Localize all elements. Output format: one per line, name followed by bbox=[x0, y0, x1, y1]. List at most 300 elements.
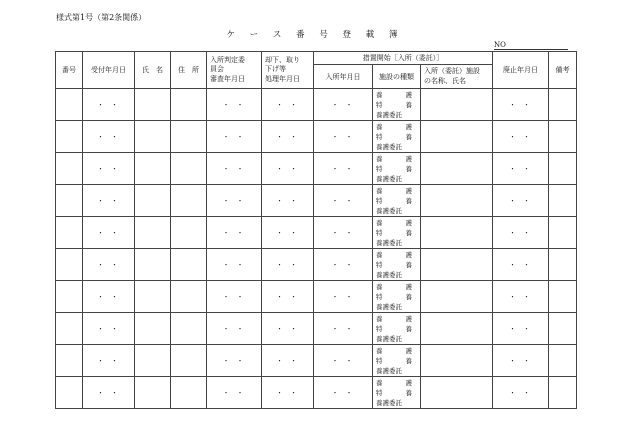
cell-abolition-date[interactable] bbox=[493, 121, 549, 153]
date-separator: ・ bbox=[276, 292, 285, 301]
cell-judgement-date[interactable] bbox=[207, 121, 262, 153]
date-dots bbox=[274, 325, 302, 333]
cell-number[interactable] bbox=[56, 345, 83, 377]
cell-name[interactable] bbox=[135, 249, 171, 281]
facility-type-option bbox=[376, 110, 420, 120]
date-separator: ・ bbox=[290, 388, 299, 397]
cell-facility-name[interactable] bbox=[421, 185, 493, 217]
facility-type-text: 護 bbox=[405, 186, 412, 195]
cell-facility-name[interactable] bbox=[421, 217, 493, 249]
facility-type-option bbox=[376, 260, 412, 270]
cell-remarks[interactable] bbox=[549, 185, 577, 217]
date-separator: ・ bbox=[331, 196, 341, 205]
cell-abolition-date[interactable] bbox=[493, 153, 549, 185]
facility-type-text: 養 bbox=[376, 250, 383, 259]
facility-type-text: 養 bbox=[376, 122, 383, 131]
facility-type-option bbox=[376, 218, 412, 228]
cell-number[interactable] bbox=[56, 185, 83, 217]
cell-remarks[interactable] bbox=[549, 89, 577, 121]
facility-type-text: 養護委託 bbox=[376, 110, 402, 119]
cell-dismissal-date[interactable] bbox=[262, 153, 314, 185]
cell-facility-type[interactable] bbox=[373, 281, 421, 313]
date-separator: ・ bbox=[236, 260, 246, 269]
date-separator: ・ bbox=[236, 292, 246, 301]
cell-number[interactable] bbox=[56, 281, 83, 313]
cell-name[interactable] bbox=[135, 281, 171, 313]
date-separator: ・ bbox=[276, 356, 285, 365]
table-row bbox=[56, 89, 577, 121]
facility-type-text: 護 bbox=[405, 122, 412, 131]
cell-facility-type[interactable] bbox=[373, 313, 421, 345]
cell-abolition-date[interactable] bbox=[493, 377, 549, 409]
date-separator: ・ bbox=[236, 228, 246, 237]
date-dots bbox=[507, 101, 535, 109]
facility-type-option bbox=[376, 282, 412, 292]
cell-address[interactable] bbox=[171, 377, 207, 409]
cell-facility-name[interactable] bbox=[421, 153, 493, 185]
date-separator: ・ bbox=[111, 260, 120, 269]
date-separator: ・ bbox=[345, 324, 355, 333]
table-row bbox=[56, 249, 577, 281]
facility-type-text: 護 bbox=[405, 250, 412, 259]
cell-address[interactable] bbox=[171, 185, 207, 217]
date-separator: ・ bbox=[523, 164, 533, 173]
cell-admission-date[interactable] bbox=[314, 345, 373, 377]
cell-abolition-date[interactable] bbox=[493, 281, 549, 313]
cell-received-date[interactable] bbox=[83, 313, 135, 345]
cell-facility-name[interactable] bbox=[421, 281, 493, 313]
facility-type-option bbox=[376, 302, 420, 312]
cell-dismissal-date[interactable] bbox=[262, 217, 314, 249]
date-dots bbox=[220, 293, 248, 301]
date-separator: ・ bbox=[509, 164, 519, 173]
cell-received-date[interactable] bbox=[83, 249, 135, 281]
cell-received-date[interactable] bbox=[83, 377, 135, 409]
date-dots bbox=[274, 229, 302, 237]
date-separator: ・ bbox=[509, 196, 519, 205]
date-dots bbox=[507, 261, 535, 269]
cell-admission-date[interactable] bbox=[314, 313, 373, 345]
cell-facility-type[interactable] bbox=[373, 217, 421, 249]
date-separator: ・ bbox=[509, 388, 519, 397]
facility-type-text: 特 bbox=[376, 164, 383, 173]
date-separator: ・ bbox=[345, 228, 355, 237]
cell-name[interactable] bbox=[135, 89, 171, 121]
cell-facility-type[interactable] bbox=[373, 153, 421, 185]
date-separator: ・ bbox=[331, 100, 341, 109]
facility-type-option bbox=[376, 206, 420, 216]
table-row bbox=[56, 185, 577, 217]
cell-judgement-date[interactable] bbox=[207, 217, 262, 249]
cell-facility-type[interactable] bbox=[373, 249, 421, 281]
facility-type-option bbox=[376, 398, 420, 408]
cell-admission-date[interactable] bbox=[314, 377, 373, 409]
cell-admission-date[interactable] bbox=[314, 217, 373, 249]
facility-type-option bbox=[376, 388, 412, 398]
cell-received-date[interactable] bbox=[83, 217, 135, 249]
date-separator: ・ bbox=[290, 196, 299, 205]
date-dots bbox=[507, 165, 535, 173]
cell-abolition-date[interactable] bbox=[493, 217, 549, 249]
date-dots bbox=[220, 357, 248, 365]
date-separator: ・ bbox=[222, 388, 232, 397]
table-row bbox=[56, 121, 577, 153]
date-separator: ・ bbox=[111, 356, 120, 365]
facility-type-option bbox=[376, 142, 420, 152]
facility-type-option bbox=[376, 122, 412, 132]
header-dismissal-line: 却下、取り bbox=[265, 55, 300, 64]
date-dots bbox=[329, 357, 357, 365]
cell-remarks[interactable] bbox=[549, 377, 577, 409]
facility-type-text: 養 bbox=[405, 260, 412, 269]
facility-type-option bbox=[376, 90, 412, 100]
cell-received-date[interactable] bbox=[83, 345, 135, 377]
date-separator: ・ bbox=[97, 132, 106, 141]
date-separator: ・ bbox=[345, 292, 355, 301]
date-dots bbox=[220, 325, 248, 333]
facility-type-option bbox=[376, 324, 412, 334]
date-separator: ・ bbox=[345, 356, 355, 365]
cell-name[interactable] bbox=[135, 153, 171, 185]
header-judgement-line: 審査年月日 bbox=[210, 74, 245, 83]
cell-dismissal-date[interactable] bbox=[262, 377, 314, 409]
date-dots bbox=[329, 389, 357, 397]
date-dots bbox=[95, 197, 123, 205]
date-separator: ・ bbox=[97, 324, 106, 333]
cell-admission-date[interactable] bbox=[314, 281, 373, 313]
date-dots bbox=[329, 101, 357, 109]
date-separator: ・ bbox=[276, 324, 285, 333]
date-separator: ・ bbox=[236, 164, 246, 173]
cell-dismissal-date[interactable] bbox=[262, 345, 314, 377]
facility-type-text: 特 bbox=[376, 292, 383, 301]
header-measure-start: 措置開始［入所（委託）］ bbox=[314, 52, 493, 65]
facility-type-option bbox=[376, 346, 412, 356]
cell-dismissal-date[interactable] bbox=[262, 89, 314, 121]
cell-facility-type[interactable] bbox=[373, 185, 421, 217]
date-dots bbox=[507, 133, 535, 141]
date-dots bbox=[329, 133, 357, 141]
cell-number[interactable] bbox=[56, 377, 83, 409]
facility-type-text: 特 bbox=[376, 100, 383, 109]
date-separator: ・ bbox=[111, 228, 120, 237]
cell-facility-type[interactable] bbox=[373, 345, 421, 377]
header-number: 番号 bbox=[56, 52, 83, 89]
cell-address[interactable] bbox=[171, 217, 207, 249]
header-remarks: 備考 bbox=[549, 52, 577, 89]
facility-type-text: 養 bbox=[376, 346, 383, 355]
date-dots bbox=[274, 357, 302, 365]
date-separator: ・ bbox=[290, 164, 299, 173]
header-facility-name bbox=[421, 65, 493, 89]
header-judgement bbox=[207, 52, 262, 89]
cell-received-date[interactable] bbox=[83, 89, 135, 121]
cell-name[interactable] bbox=[135, 185, 171, 217]
facility-type-option bbox=[376, 238, 420, 248]
cell-name[interactable] bbox=[135, 345, 171, 377]
date-separator: ・ bbox=[222, 260, 232, 269]
cell-admission-date[interactable] bbox=[314, 89, 373, 121]
date-dots bbox=[329, 197, 357, 205]
facility-type-option bbox=[376, 314, 412, 324]
cell-received-date[interactable] bbox=[83, 185, 135, 217]
table-row bbox=[56, 217, 577, 249]
date-separator: ・ bbox=[331, 228, 341, 237]
date-separator: ・ bbox=[509, 100, 519, 109]
cell-number[interactable] bbox=[56, 249, 83, 281]
date-separator: ・ bbox=[331, 388, 341, 397]
facility-type-option bbox=[376, 366, 420, 376]
facility-type-text: 養 bbox=[405, 228, 412, 237]
date-separator: ・ bbox=[523, 388, 533, 397]
date-dots bbox=[274, 197, 302, 205]
date-separator: ・ bbox=[276, 388, 285, 397]
facility-type-text: 養護委託 bbox=[376, 398, 402, 407]
date-separator: ・ bbox=[111, 132, 120, 141]
date-dots bbox=[95, 101, 123, 109]
facility-type-text: 特 bbox=[376, 132, 383, 141]
cell-admission-date[interactable] bbox=[314, 249, 373, 281]
cell-received-date[interactable] bbox=[83, 281, 135, 313]
cell-judgement-date[interactable] bbox=[207, 185, 262, 217]
cell-number[interactable] bbox=[56, 217, 83, 249]
date-separator: ・ bbox=[523, 132, 533, 141]
date-separator: ・ bbox=[331, 260, 341, 269]
cell-address[interactable] bbox=[171, 153, 207, 185]
date-dots bbox=[507, 197, 535, 205]
date-separator: ・ bbox=[111, 324, 120, 333]
cell-facility-name[interactable] bbox=[421, 345, 493, 377]
cell-facility-type[interactable] bbox=[373, 377, 421, 409]
facility-type-text: 護 bbox=[405, 154, 412, 163]
cell-address[interactable] bbox=[171, 313, 207, 345]
cell-number[interactable] bbox=[56, 313, 83, 345]
facility-type-option bbox=[376, 228, 412, 238]
date-separator: ・ bbox=[290, 292, 299, 301]
cell-address[interactable] bbox=[171, 345, 207, 377]
date-dots bbox=[274, 101, 302, 109]
date-separator: ・ bbox=[509, 228, 519, 237]
date-dots bbox=[220, 229, 248, 237]
facility-type-text: 護 bbox=[405, 282, 412, 291]
date-separator: ・ bbox=[97, 196, 106, 205]
cell-dismissal-date[interactable] bbox=[262, 281, 314, 313]
facility-type-text: 養護委託 bbox=[376, 302, 402, 311]
date-dots bbox=[274, 261, 302, 269]
cell-facility-name[interactable] bbox=[421, 89, 493, 121]
facility-type-text: 養護委託 bbox=[376, 174, 402, 183]
date-separator: ・ bbox=[111, 100, 120, 109]
date-separator: ・ bbox=[276, 196, 285, 205]
cell-facility-type[interactable] bbox=[373, 89, 421, 121]
table-row bbox=[56, 281, 577, 313]
facility-type-option bbox=[376, 334, 420, 344]
date-separator: ・ bbox=[97, 260, 106, 269]
date-separator: ・ bbox=[97, 292, 106, 301]
date-separator: ・ bbox=[331, 356, 341, 365]
cell-facility-name[interactable] bbox=[421, 121, 493, 153]
record-number-field[interactable] bbox=[494, 41, 568, 50]
cell-remarks[interactable] bbox=[549, 217, 577, 249]
date-dots bbox=[329, 293, 357, 301]
header-dismissal-line: 処理年月日 bbox=[265, 74, 300, 83]
date-dots bbox=[95, 165, 123, 173]
date-dots bbox=[507, 357, 535, 365]
date-dots bbox=[274, 165, 302, 173]
facility-type-option bbox=[376, 132, 412, 142]
cell-remarks[interactable] bbox=[549, 249, 577, 281]
cell-remarks[interactable] bbox=[549, 121, 577, 153]
cell-facility-name[interactable] bbox=[421, 249, 493, 281]
facility-type-text: 護 bbox=[405, 314, 412, 323]
date-separator: ・ bbox=[523, 356, 533, 365]
date-separator: ・ bbox=[236, 388, 246, 397]
header-dismissal bbox=[262, 52, 314, 89]
facility-type-option bbox=[376, 174, 420, 184]
date-separator: ・ bbox=[111, 388, 120, 397]
cell-facility-type[interactable] bbox=[373, 121, 421, 153]
cell-name[interactable] bbox=[135, 121, 171, 153]
cell-name[interactable] bbox=[135, 313, 171, 345]
date-separator: ・ bbox=[222, 164, 232, 173]
cell-address[interactable] bbox=[171, 121, 207, 153]
date-dots bbox=[329, 229, 357, 237]
cell-judgement-date[interactable] bbox=[207, 281, 262, 313]
date-separator: ・ bbox=[276, 228, 285, 237]
cell-admission-date[interactable] bbox=[314, 121, 373, 153]
cell-name[interactable] bbox=[135, 217, 171, 249]
facility-type-option bbox=[376, 250, 412, 260]
facility-type-text: 特 bbox=[376, 324, 383, 333]
facility-type-text: 養 bbox=[376, 378, 383, 387]
table-row bbox=[56, 377, 577, 409]
header-received-date: 受付年月日 bbox=[83, 52, 135, 89]
table-row bbox=[56, 313, 577, 345]
cell-facility-name[interactable] bbox=[421, 377, 493, 409]
header-abolition-date: 廃止年月日 bbox=[493, 52, 549, 89]
cell-abolition-date[interactable] bbox=[493, 185, 549, 217]
cell-remarks[interactable] bbox=[549, 153, 577, 185]
date-separator: ・ bbox=[331, 292, 341, 301]
date-separator: ・ bbox=[97, 100, 106, 109]
cell-admission-date[interactable] bbox=[314, 185, 373, 217]
date-dots bbox=[507, 229, 535, 237]
facility-type-option bbox=[376, 154, 412, 164]
facility-type-text: 特 bbox=[376, 228, 383, 237]
cell-address[interactable] bbox=[171, 249, 207, 281]
cell-name[interactable] bbox=[135, 377, 171, 409]
header-facility-name-line: の名称、氏名 bbox=[424, 76, 466, 85]
header-address: 住 所 bbox=[171, 52, 207, 89]
cell-address[interactable] bbox=[171, 89, 207, 121]
cell-judgement-date[interactable] bbox=[207, 345, 262, 377]
cell-judgement-date[interactable] bbox=[207, 313, 262, 345]
facility-type-text: 養 bbox=[376, 154, 383, 163]
date-dots bbox=[95, 357, 123, 365]
cell-admission-date[interactable] bbox=[314, 153, 373, 185]
date-separator: ・ bbox=[97, 228, 106, 237]
facility-type-option bbox=[376, 356, 412, 366]
facility-type-text: 養 bbox=[405, 100, 412, 109]
facility-type-text: 養 bbox=[405, 164, 412, 173]
facility-type-text: 養 bbox=[405, 132, 412, 141]
date-separator: ・ bbox=[222, 100, 232, 109]
facility-type-text: 養 bbox=[376, 282, 383, 291]
cell-judgement-date[interactable] bbox=[207, 89, 262, 121]
date-dots bbox=[220, 101, 248, 109]
facility-type-option bbox=[376, 196, 412, 206]
date-separator: ・ bbox=[345, 260, 355, 269]
cell-dismissal-date[interactable] bbox=[262, 121, 314, 153]
facility-type-option bbox=[376, 186, 412, 196]
cell-received-date[interactable] bbox=[83, 121, 135, 153]
facility-type-text: 護 bbox=[405, 90, 412, 99]
cell-number[interactable] bbox=[56, 89, 83, 121]
date-dots bbox=[507, 325, 535, 333]
date-dots bbox=[274, 133, 302, 141]
facility-type-text: 養 bbox=[376, 218, 383, 227]
cell-number[interactable] bbox=[56, 153, 83, 185]
date-separator: ・ bbox=[331, 164, 341, 173]
cell-remarks[interactable] bbox=[549, 313, 577, 345]
facility-type-option bbox=[376, 100, 412, 110]
date-separator: ・ bbox=[523, 196, 533, 205]
header-name: 氏 名 bbox=[135, 52, 171, 89]
registration-table bbox=[55, 51, 577, 409]
facility-type-text: 養 bbox=[405, 324, 412, 333]
date-separator: ・ bbox=[97, 164, 106, 173]
facility-type-text: 養 bbox=[376, 90, 383, 99]
no-label: NO bbox=[494, 41, 506, 49]
date-separator: ・ bbox=[111, 292, 120, 301]
cell-dismissal-date[interactable] bbox=[262, 249, 314, 281]
cell-abolition-date[interactable] bbox=[493, 89, 549, 121]
cell-dismissal-date[interactable] bbox=[262, 185, 314, 217]
date-separator: ・ bbox=[222, 196, 232, 205]
date-separator: ・ bbox=[331, 324, 341, 333]
cell-number[interactable] bbox=[56, 121, 83, 153]
cell-remarks[interactable] bbox=[549, 345, 577, 377]
cell-judgement-date[interactable] bbox=[207, 249, 262, 281]
facility-type-text: 特 bbox=[376, 260, 383, 269]
date-separator: ・ bbox=[345, 196, 355, 205]
page-title: ケ ー ス 番 号 登 載 簿 bbox=[226, 30, 404, 40]
header-judgement-line: 入所判定委 bbox=[210, 55, 245, 64]
header-facility-type: 施設の種類 bbox=[373, 65, 421, 89]
date-dots bbox=[507, 389, 535, 397]
date-separator: ・ bbox=[236, 132, 246, 141]
cell-abolition-date[interactable] bbox=[493, 345, 549, 377]
cell-judgement-date[interactable] bbox=[207, 153, 262, 185]
cell-facility-name[interactable] bbox=[421, 313, 493, 345]
cell-abolition-date[interactable] bbox=[493, 313, 549, 345]
cell-address[interactable] bbox=[171, 281, 207, 313]
date-dots bbox=[274, 293, 302, 301]
cell-remarks[interactable] bbox=[549, 281, 577, 313]
date-separator: ・ bbox=[509, 132, 519, 141]
cell-dismissal-date[interactable] bbox=[262, 313, 314, 345]
date-dots bbox=[95, 261, 123, 269]
cell-abolition-date[interactable] bbox=[493, 249, 549, 281]
facility-type-option bbox=[376, 164, 412, 174]
table-row bbox=[56, 345, 577, 377]
date-separator: ・ bbox=[523, 260, 533, 269]
header-facility-name-line: 入所（委託）施設 bbox=[424, 67, 480, 75]
date-separator: ・ bbox=[276, 132, 285, 141]
cell-judgement-date[interactable] bbox=[207, 377, 262, 409]
facility-type-text: 養護委託 bbox=[376, 270, 402, 279]
cell-received-date[interactable] bbox=[83, 153, 135, 185]
